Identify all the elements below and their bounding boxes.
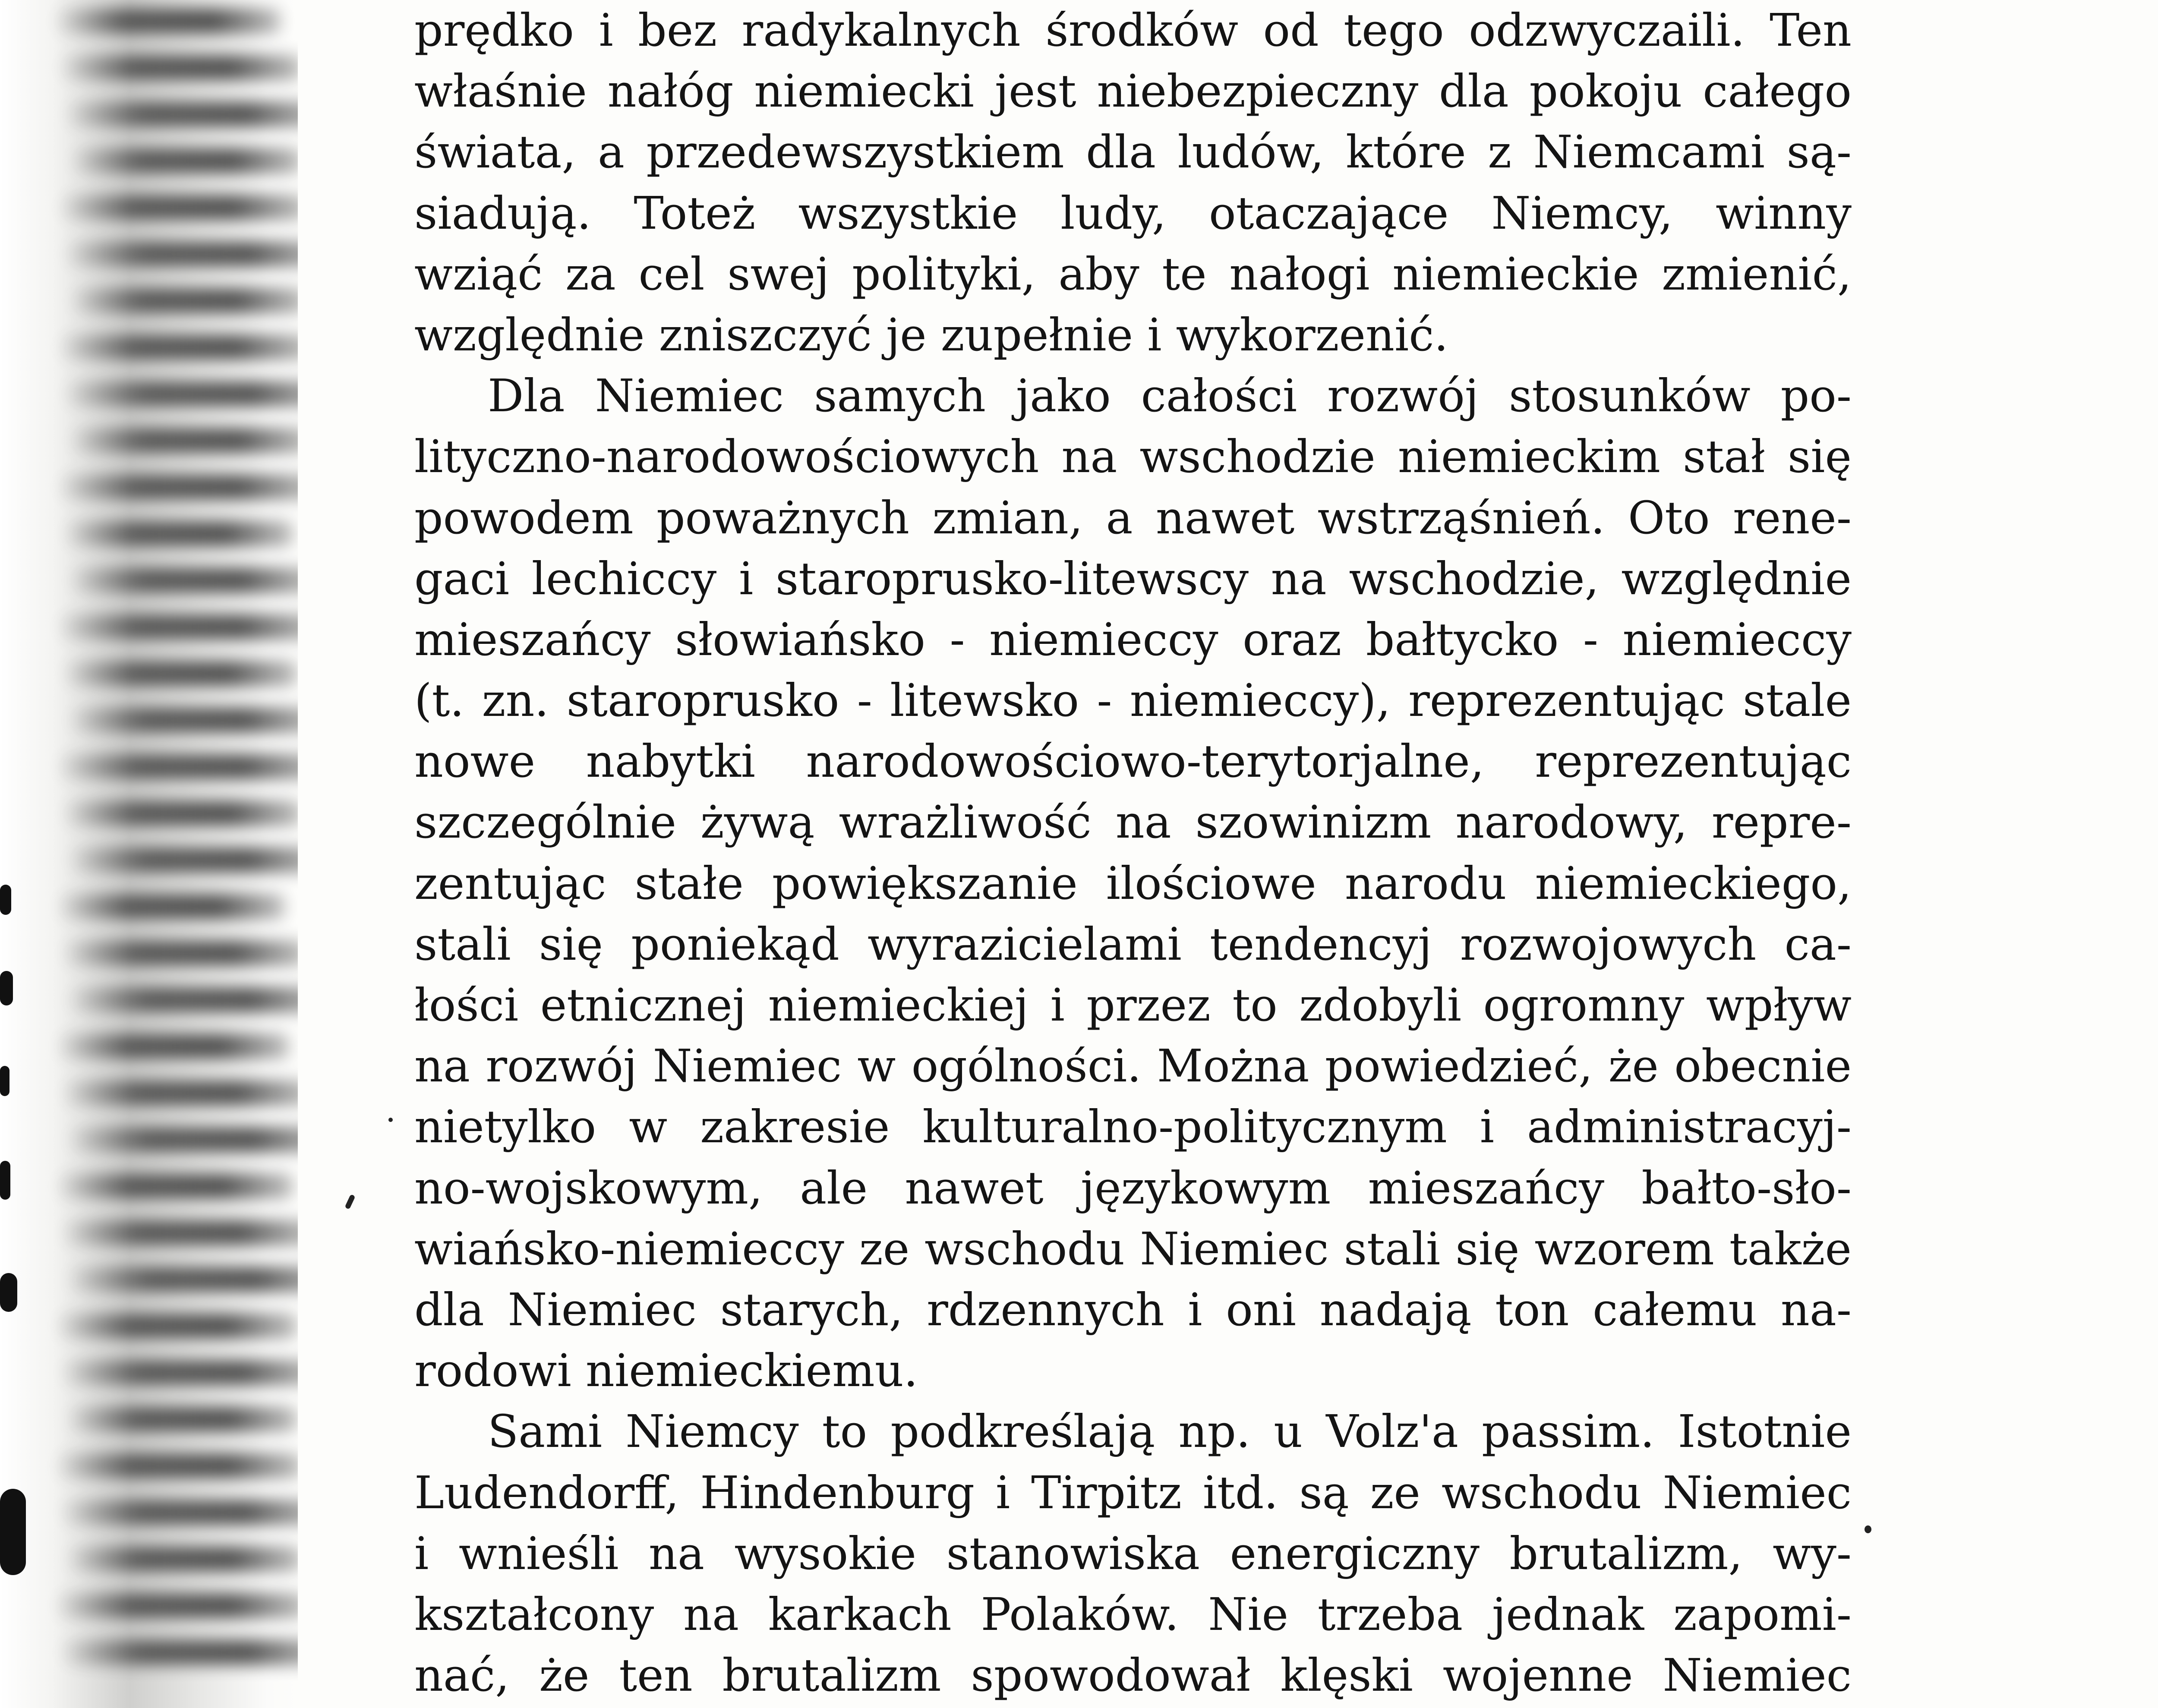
text-line: na rozwój Niemiec w ogólności. Można powiedzieć, że obecnie bbox=[414, 1040, 1852, 1093]
page-edge-marks bbox=[0, 885, 26, 1661]
blurred-line bbox=[63, 1500, 298, 1525]
blurred-line bbox=[72, 568, 298, 593]
text-line: kształcony na karkach Polaków. Nie trzeba jednak zapomi- bbox=[414, 1588, 1852, 1641]
blurred-line bbox=[63, 1640, 298, 1665]
blurred-line bbox=[67, 102, 298, 127]
blurred-line bbox=[60, 475, 298, 500]
blurred-line bbox=[56, 9, 281, 34]
blurred-line bbox=[61, 195, 298, 220]
blurred-line bbox=[62, 55, 298, 80]
text-line: lityczno-narodowościowych na wschodzie niemieckim stał się bbox=[414, 430, 1852, 483]
blurred-line bbox=[67, 242, 298, 267]
edge-mark bbox=[0, 1489, 26, 1575]
text-line: Dla Niemiec samych jako całości rozwój stosunków po- bbox=[488, 369, 1852, 422]
text-line: wziąć za cel swej polityki, aby te nałogi niemieckie zmienić, bbox=[414, 247, 1852, 300]
blurred-line bbox=[66, 381, 298, 407]
blurred-line bbox=[66, 661, 298, 686]
blurred-line bbox=[73, 288, 298, 313]
text-line: mieszańcy słowiańsko - niemieccy oraz bałtycko - niemieccy bbox=[414, 613, 1852, 666]
blurred-line bbox=[69, 1267, 298, 1292]
blurred-line bbox=[59, 1034, 289, 1059]
text-line: łości etnicznej niemieckiej i przez to zdobyli ogromny wpływ bbox=[414, 979, 1852, 1031]
text-line: (t. zn. staroprusko - litewsko - niemieccy), reprezentując stale bbox=[414, 674, 1852, 727]
text-line: prędko i bez radykalnych środków od tego odzwyczaili. Ten bbox=[414, 4, 1852, 57]
blurred-line bbox=[60, 754, 298, 779]
text-line: dla Niemiec starych, rdzennych i oni nadają ton całemu na- bbox=[414, 1283, 1852, 1336]
edge-mark bbox=[0, 1273, 17, 1312]
ink-speck bbox=[1865, 1525, 1871, 1533]
text-line: zentując stałe powiększanie ilościowe narodu niemieckiego, bbox=[414, 857, 1852, 910]
text-line: właśnie nałóg niemiecki jest niebezpieczny dla pokoju całego bbox=[414, 65, 1852, 118]
text-line: i wnieśli na wysokie stanowiska energiczny brutalizm, wy- bbox=[414, 1527, 1852, 1580]
text-line: Sami Niemcy to podkreślają np. u Volz'a passim. Istotnie bbox=[488, 1405, 1852, 1458]
text-line: szczególnie żywą wrażliwość na szowinizm narodowy, repre- bbox=[414, 796, 1852, 849]
blurred-line bbox=[63, 1360, 298, 1385]
blurred-line bbox=[69, 1547, 298, 1572]
blurred-line bbox=[57, 1453, 298, 1478]
text-line: Ludendorff, Hindenburg i Tirpitz itd. są ze wschodu Niemiec bbox=[414, 1466, 1852, 1519]
text-line: powodem poważnych zmian, a nawet wstrząśnień. Oto rene- bbox=[414, 491, 1852, 544]
blurred-text-lines bbox=[17, 9, 293, 1708]
text-line: wiańsko-niemieccy ze wschodu Niemiec stali się wzorem także bbox=[414, 1222, 1852, 1275]
page-body-text bbox=[414, 0, 1852, 1708]
paragraph bbox=[414, 366, 1852, 1401]
blurred-line bbox=[58, 1174, 293, 1199]
text-line: nać, że ten brutalizm spowodował klęski wojenne Niemiec bbox=[414, 1649, 1852, 1702]
blurred-line bbox=[65, 801, 298, 826]
blurred-line bbox=[64, 1081, 298, 1106]
paragraph bbox=[414, 1401, 1852, 1706]
edge-mark bbox=[0, 1161, 10, 1200]
blurred-line bbox=[59, 894, 285, 919]
text-line: świata, a przedewszystkiem dla ludów, które z Niemcami są- bbox=[414, 126, 1852, 179]
text-line: stali się poniekąd wyrazicielami tendencyj rozwojowych ca- bbox=[414, 917, 1852, 971]
edge-mark bbox=[0, 971, 13, 1005]
blurred-line bbox=[58, 1314, 298, 1339]
ink-speck bbox=[344, 1194, 355, 1210]
blurred-line bbox=[71, 708, 298, 733]
blurred-line bbox=[70, 1127, 298, 1152]
edge-mark bbox=[0, 1066, 9, 1096]
blurred-line bbox=[69, 1407, 298, 1432]
text-line: nowe nabytki narodowościowo-terytorjalne, reprezentując bbox=[414, 735, 1852, 788]
blurred-line bbox=[64, 1220, 298, 1245]
text-line: rodowi niemieckiemu. bbox=[414, 1344, 918, 1397]
text-line: siadują. Toteż wszystkie ludy, otaczające Niemcy, winny bbox=[414, 186, 1852, 239]
text-line: nietylko w zakresie kulturalno-politycznym i administracyj- bbox=[414, 1100, 1852, 1153]
text-line: no-wojskowym, ale nawet językowym mieszańcy bałto-sło- bbox=[414, 1161, 1852, 1214]
edge-mark bbox=[0, 885, 11, 915]
blurred-facing-page bbox=[0, 0, 298, 1708]
blurred-line bbox=[71, 848, 298, 873]
ink-speck bbox=[388, 1118, 393, 1122]
blurred-line bbox=[61, 335, 298, 360]
blurred-line bbox=[60, 615, 298, 640]
blurred-line bbox=[57, 1593, 298, 1618]
text-line: względnie zniszczyć je zupełnie i wykorzenić. bbox=[414, 308, 1448, 361]
blurred-line bbox=[70, 987, 298, 1012]
blurred-line bbox=[65, 941, 298, 966]
paragraph bbox=[414, 0, 1852, 366]
blurred-line bbox=[73, 148, 298, 173]
blurred-line bbox=[66, 521, 293, 546]
text-line: gaci lechiccy i staroprusko-litewscy na wschodzie, względnie bbox=[414, 552, 1852, 605]
blurred-line bbox=[72, 428, 298, 453]
